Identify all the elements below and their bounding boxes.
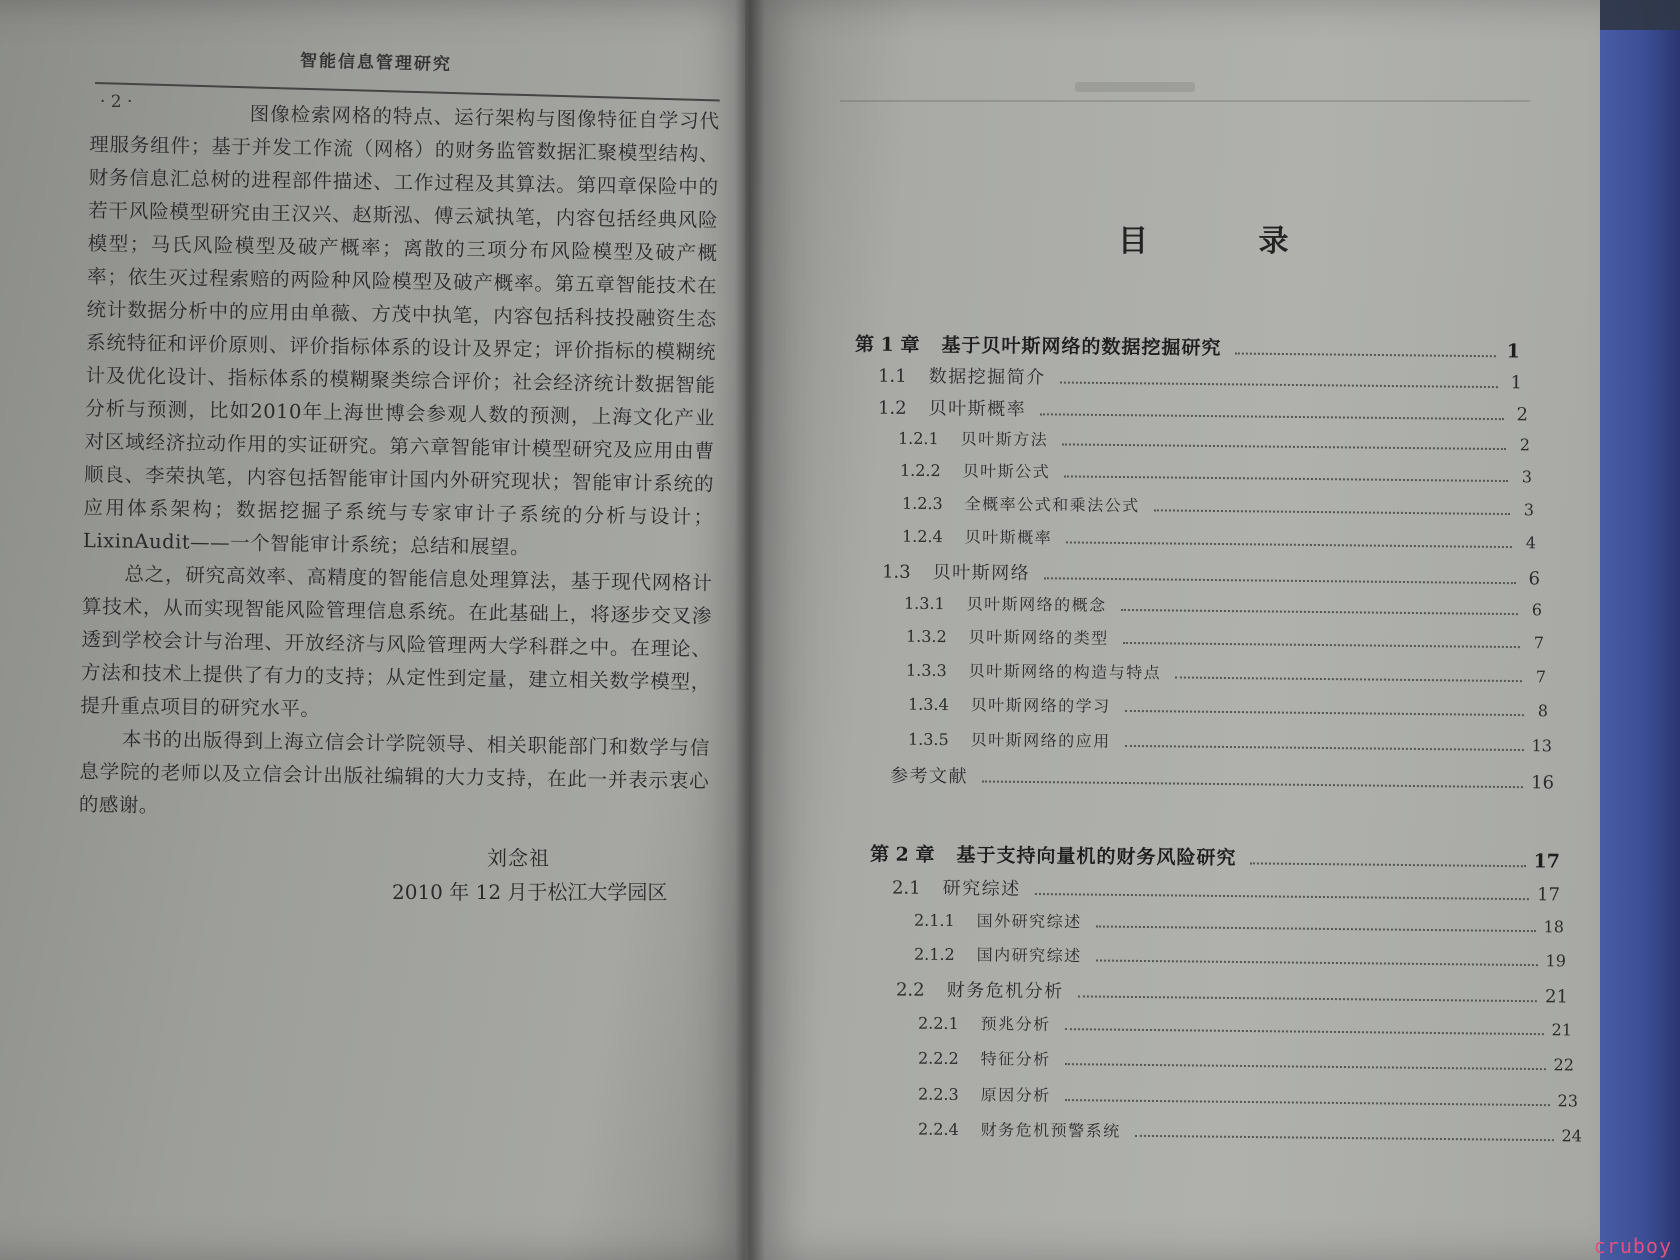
toc-entry-label: 预兆分析: [980, 1014, 1051, 1034]
toc-leader-dots: [1125, 710, 1524, 716]
toc-entry-number: 1.2: [877, 397, 907, 419]
toc-entry-label: 基于支持向量机的财务风险研究: [956, 844, 1237, 870]
left-page-body: [79, 95, 720, 831]
toc-page-number: 2: [1516, 404, 1529, 426]
toc-entry-label: 贝叶斯网络的构造与特点: [968, 661, 1162, 683]
paragraph-3: 本书的出版得到上海立信会计学院领导、相关职能部门和数学与信息学院的老师以及立信会计出版社编辑的大力支持，在此一并表示衷心的感谢。: [78, 727, 710, 818]
toc-page-number: 3: [1523, 500, 1535, 520]
toc-entry-number: 1.2.1: [897, 428, 939, 449]
toc-entry-label: 贝叶斯方法: [960, 429, 1049, 450]
toc-leader-dots: [1125, 745, 1524, 751]
toc-leader-dots: [1065, 1099, 1550, 1106]
toc-entry-label: 研究综述: [942, 878, 1021, 900]
toc-entry-label: 贝叶斯网络的应用: [970, 730, 1111, 751]
toc-leader-dots: [1250, 862, 1525, 867]
page-number: · 2 ·: [100, 92, 133, 112]
toc-entry-number: 2.1: [891, 877, 921, 899]
faint-running-head: [1075, 82, 1195, 92]
toc-entry-label: 特征分析: [980, 1049, 1051, 1069]
running-head: 智能信息管理研究: [299, 51, 453, 75]
toc-page-number: 8: [1537, 701, 1549, 721]
author-signature: 刘念祖: [487, 846, 550, 870]
toc-page-number: 6: [1531, 600, 1543, 620]
watermark: cruboy: [1593, 1234, 1672, 1258]
toc-entry-label: 贝叶斯网络: [932, 562, 1031, 585]
toc-entry-number: 第 1 章: [854, 333, 920, 357]
toc-page-number: 21: [1544, 986, 1569, 1008]
toc-page-number: 1: [1510, 372, 1523, 394]
toc-leader-dots: [1060, 382, 1498, 389]
toc-page-number: 19: [1545, 951, 1567, 971]
toc-entry-label: 贝叶斯概率: [964, 527, 1053, 548]
toc-leader-dots: [1123, 642, 1520, 648]
toc-page-number: 2: [1519, 435, 1531, 455]
toc-entry-label: 原因分析: [980, 1085, 1051, 1105]
toc-page-number: 18: [1543, 917, 1565, 937]
toc-page-number: 16: [1530, 772, 1555, 794]
toc-leader-dots: [1121, 609, 1518, 615]
toc-entry-number: 1.2.4: [901, 526, 943, 547]
toc-title: 目 录: [1118, 224, 1339, 259]
toc-leader-dots: [1066, 541, 1512, 548]
toc-leader-dots: [1040, 413, 1504, 420]
toc-page-number: 22: [1553, 1055, 1575, 1075]
toc-page-number: 3: [1521, 467, 1533, 487]
toc-leader-dots: [1175, 676, 1522, 682]
toc-entry-label: 财务危机分析: [946, 980, 1064, 1003]
toc-entry-label: 贝叶斯网络的学习: [970, 695, 1111, 716]
toc-entry-number: 2.2.3: [917, 1084, 959, 1104]
toc-page-number: 17: [1536, 884, 1561, 906]
paragraph-1: 图像检索网格的特点、运行架构与图像特征自学习代理服务组件；基于并发工作流（网格）的财务监管数据汇聚模型结构、财务信息汇总树的进程部件描述、工作过程及其算法。第四章保险中的若干风险模型研究由王汉兴、赵斯泓、傅云斌执笔，内容包括经典风险模型；马氏风险模型及破产概率；离散的三项分布风险模型及破产概率；依生灭过程索赔的两险种风险模型及破产概率。第五章智能技术在统计数据分析中的应用由单薇、方茂中执笔，内容包括科技投融资生态系统特征和评价原则、评价指标体系的设计及界定；评价指标的模糊统计及优化设计、指标体系的模糊聚类综合评价；社会经济统计数据智能分析与预测，比如2010年上海世博会参观人数的预测，上海文化产业对区域经济拉动作用的实证研究。第六章智能审计模型研究及应用由曹顺良、李荣执笔，内容包括智能审计国内外研究现状；智能审计系统的应用体系架构；数据挖掘子系统与专家审计子系统的分析与设计；LixinAudit——一个智能审计系统；总结和展望。: [82, 102, 720, 559]
toc-entry-number: 1.2.2: [899, 460, 941, 481]
toc-entry-number: 2.1.1: [913, 910, 955, 931]
toc-entry-number: 1.3.3: [905, 660, 947, 681]
toc-entry-number: 2.2: [895, 979, 925, 1001]
toc-entry-number: 1.3.4: [907, 694, 949, 715]
toc-leader-dots: [1035, 893, 1529, 900]
toc-entry-number: 1.3.2: [905, 626, 947, 647]
book-gutter: [735, 0, 765, 1260]
paragraph-2: 总之，研究高效率、高精度的智能信息处理算法，基于现代网格计算技术，从而实现智能风险管理信息系统。在此基础上，将逐步交叉渗透到学校会计与治理、开放经济与风险管理两大学科群之中。在理论、方法和技术上提供了有力的支持；从定性到定量，建立相关数学模型，提升重点项目的研究水平。: [80, 562, 713, 721]
toc-page-number: 23: [1557, 1091, 1579, 1111]
toc-leader-dots: [1135, 1135, 1554, 1141]
toc-leader-dots: [1096, 925, 1536, 932]
toc-entry-label: 数据挖掘简介: [928, 366, 1046, 389]
faint-header-rule: [840, 100, 1530, 102]
toc-entry-label: 财务危机预警系统: [980, 1120, 1121, 1141]
toc-entry-number: 1.3.5: [907, 729, 949, 750]
toc-leader-dots: [1235, 353, 1496, 358]
toc-entry-label: 贝叶斯网络的概念: [966, 594, 1107, 615]
toc-entry-label: 贝叶斯网络的类型: [968, 627, 1109, 648]
toc-page-number: 24: [1561, 1126, 1583, 1146]
toc-entry-label: 参考文献: [889, 765, 969, 788]
toc-leader-dots: [982, 780, 1523, 788]
toc-entry-label: 全概率公式和乘法公式: [964, 494, 1140, 516]
toc-leader-dots: [1154, 509, 1510, 515]
toc-entry-label: 国外研究综述: [976, 911, 1082, 932]
signature-date: 2010 年 12 月于松江大学园区: [392, 880, 668, 904]
toc-page-number: 4: [1525, 533, 1537, 553]
toc-entry-number: 2.1.2: [913, 944, 955, 965]
toc-entry-label: 国内研究综述: [976, 945, 1082, 966]
toc-page-number: 1: [1506, 340, 1521, 363]
toc-leader-dots: [1065, 1028, 1544, 1035]
toc-entry-label: 贝叶斯概率: [928, 398, 1027, 421]
toc-page-number: 13: [1531, 736, 1553, 756]
toc-page-number: 17: [1533, 850, 1561, 873]
toc-leader-dots: [1062, 443, 1506, 450]
toc-leader-dots: [1078, 995, 1537, 1002]
toc-entry-number: 1.2.3: [901, 493, 943, 514]
toc-page-number: 21: [1551, 1020, 1573, 1040]
toc-page-number: 7: [1533, 633, 1545, 653]
toc-entry-label: 基于贝叶斯网络的数据挖掘研究: [941, 334, 1222, 360]
toc-entry-number: 2.2.2: [917, 1048, 959, 1068]
toc-leader-dots: [1096, 959, 1538, 966]
toc-entry-number: 1.1: [877, 365, 907, 387]
toc-entry-label: 贝叶斯公式: [962, 461, 1051, 482]
toc-page-number: 7: [1535, 667, 1547, 687]
book-cover-edge: [1590, 30, 1680, 1260]
toc-leader-dots: [1044, 577, 1516, 584]
toc-entry-number: 第 2 章: [869, 843, 935, 867]
toc-entry-number: 2.2.4: [917, 1119, 959, 1139]
toc-page-number: 6: [1528, 568, 1541, 590]
toc-entry-number: 2.2.1: [917, 1013, 959, 1034]
toc-leader-dots: [1064, 475, 1508, 482]
toc-entry-number: 1.3.1: [903, 593, 945, 614]
toc-entry-number: 1.3: [881, 561, 911, 583]
toc-leader-dots: [1065, 1063, 1546, 1070]
